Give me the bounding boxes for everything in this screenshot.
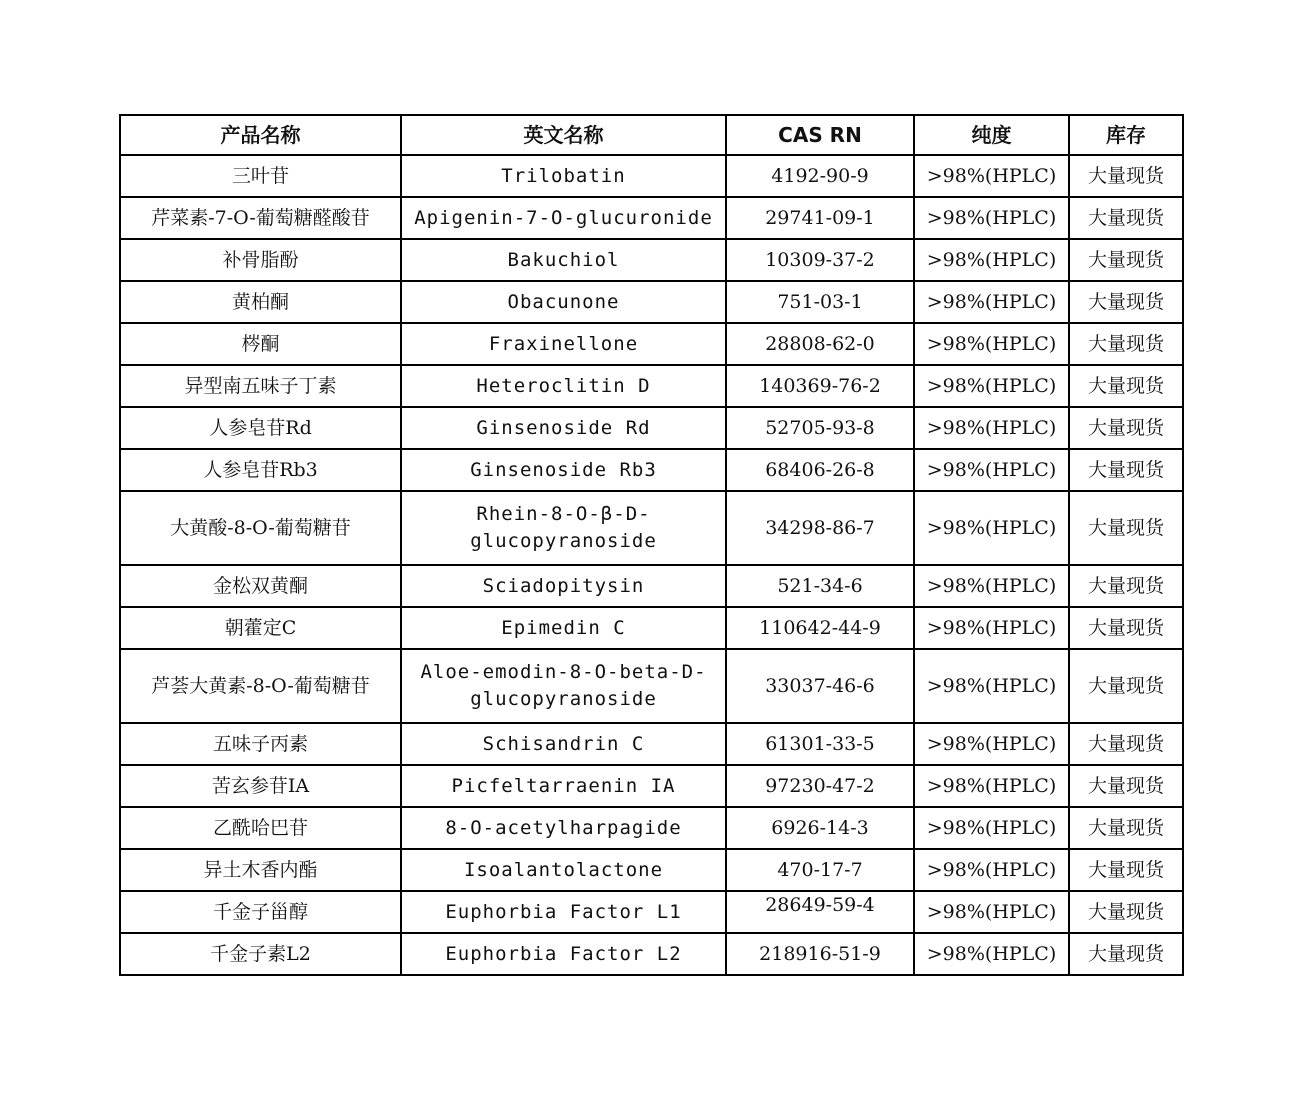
cell-cas: 33037-46-6 (726, 649, 914, 723)
cell-purity: >98%(HPLC) (914, 323, 1069, 365)
cell-purity: >98%(HPLC) (914, 239, 1069, 281)
cell-cn-name: 人参皂苷Rd (120, 407, 401, 449)
cell-cn-name: 三叶苷 (120, 155, 401, 197)
cell-purity: >98%(HPLC) (914, 607, 1069, 649)
cell-purity: >98%(HPLC) (914, 197, 1069, 239)
cell-stock: 大量现货 (1069, 491, 1183, 565)
cell-en-name: Euphorbia Factor L2 (401, 933, 726, 975)
cell-cas: 6926-14-3 (726, 807, 914, 849)
cell-stock: 大量现货 (1069, 765, 1183, 807)
cell-cn-name: 千金子甾醇 (120, 891, 401, 933)
cell-purity: >98%(HPLC) (914, 565, 1069, 607)
table-row (120, 807, 1183, 849)
table-row (120, 765, 1183, 807)
cell-cn-name: 苦玄参苷IA (120, 765, 401, 807)
cell-en-name: Picfeltarraenin IA (401, 765, 726, 807)
cell-cn-name: 芦荟大黄素-8-O-葡萄糖苷 (120, 649, 401, 723)
cell-purity: >98%(HPLC) (914, 281, 1069, 323)
table-row (120, 723, 1183, 765)
cell-stock: 大量现货 (1069, 723, 1183, 765)
cell-cas: 10309-37-2 (726, 239, 914, 281)
cell-cas: 61301-33-5 (726, 723, 914, 765)
cell-cas: 521-34-6 (726, 565, 914, 607)
header-purity: 纯度 (914, 115, 1069, 155)
cell-purity: >98%(HPLC) (914, 765, 1069, 807)
table-header-row (120, 115, 1183, 155)
cell-stock: 大量现货 (1069, 849, 1183, 891)
cell-stock: 大量现货 (1069, 449, 1183, 491)
cell-cas: 140369-76-2 (726, 365, 914, 407)
table-row (120, 197, 1183, 239)
cell-en-name: Ginsenoside Rb3 (401, 449, 726, 491)
cell-purity: >98%(HPLC) (914, 155, 1069, 197)
cell-purity: >98%(HPLC) (914, 365, 1069, 407)
cell-en-name: Euphorbia Factor L1 (401, 891, 726, 933)
cell-cas: 97230-47-2 (726, 765, 914, 807)
cell-en-name: Apigenin-7-O-glucuronide (401, 197, 726, 239)
cell-purity: >98%(HPLC) (914, 807, 1069, 849)
cell-cn-name: 人参皂苷Rb3 (120, 449, 401, 491)
table-row (120, 365, 1183, 407)
cell-en-name: Aloe-emodin-8-O-beta-D-glucopyranoside (401, 649, 726, 723)
cell-cas: 751-03-1 (726, 281, 914, 323)
cell-cas: 218916-51-9 (726, 933, 914, 975)
cell-en-name: Obacunone (401, 281, 726, 323)
product-table (119, 114, 1184, 976)
cell-purity: >98%(HPLC) (914, 849, 1069, 891)
cell-en-name: 8-O-acetylharpagide (401, 807, 726, 849)
cell-purity: >98%(HPLC) (914, 891, 1069, 933)
table-row (120, 491, 1183, 565)
cell-purity: >98%(HPLC) (914, 649, 1069, 723)
cell-cn-name: 补骨脂酚 (120, 239, 401, 281)
cell-stock: 大量现货 (1069, 649, 1183, 723)
cell-cn-name: 乙酰哈巴苷 (120, 807, 401, 849)
cell-cas: 29741-09-1 (726, 197, 914, 239)
cell-stock: 大量现货 (1069, 197, 1183, 239)
table-row (120, 281, 1183, 323)
table-row (120, 323, 1183, 365)
cell-stock: 大量现货 (1069, 407, 1183, 449)
cell-cas: 28808-62-0 (726, 323, 914, 365)
cell-en-name: Ginsenoside Rd (401, 407, 726, 449)
cell-en-name: Bakuchiol (401, 239, 726, 281)
header-cn-name: 产品名称 (120, 115, 401, 155)
cell-cn-name: 异型南五味子丁素 (120, 365, 401, 407)
cell-stock: 大量现货 (1069, 565, 1183, 607)
table-row (120, 649, 1183, 723)
cell-purity: >98%(HPLC) (914, 933, 1069, 975)
cell-purity: >98%(HPLC) (914, 491, 1069, 565)
cell-en-name: Rhein-8-O-β-D-glucopyranoside (401, 491, 726, 565)
table-row (120, 933, 1183, 975)
cell-en-name: Isoalantolactone (401, 849, 726, 891)
cell-en-name: Fraxinellone (401, 323, 726, 365)
cell-cas: 4192-90-9 (726, 155, 914, 197)
table-row (120, 155, 1183, 197)
cell-stock: 大量现货 (1069, 239, 1183, 281)
cell-stock: 大量现货 (1069, 607, 1183, 649)
cell-purity: >98%(HPLC) (914, 407, 1069, 449)
cell-purity: >98%(HPLC) (914, 723, 1069, 765)
cell-en-name: Epimedin C (401, 607, 726, 649)
cell-stock: 大量现货 (1069, 933, 1183, 975)
cell-stock: 大量现货 (1069, 281, 1183, 323)
cell-cn-name: 异土木香内酯 (120, 849, 401, 891)
cell-cas: 34298-86-7 (726, 491, 914, 565)
cell-cas: 52705-93-8 (726, 407, 914, 449)
table-row (120, 407, 1183, 449)
cell-cn-name: 千金子素L2 (120, 933, 401, 975)
table-row (120, 849, 1183, 891)
cell-stock: 大量现货 (1069, 155, 1183, 197)
cell-cn-name: 金松双黄酮 (120, 565, 401, 607)
cell-cn-name: 五味子丙素 (120, 723, 401, 765)
cell-cn-name: 大黄酸-8-O-葡萄糖苷 (120, 491, 401, 565)
cell-en-name: Schisandrin C (401, 723, 726, 765)
cell-cas: 110642-44-9 (726, 607, 914, 649)
header-stock: 库存 (1069, 115, 1183, 155)
cell-stock: 大量现货 (1069, 365, 1183, 407)
table-body (120, 155, 1183, 975)
cell-cn-name: 梣酮 (120, 323, 401, 365)
table-row (120, 449, 1183, 491)
cell-stock: 大量现货 (1069, 323, 1183, 365)
cell-en-name: Trilobatin (401, 155, 726, 197)
table-row (120, 891, 1183, 933)
cell-cn-name: 芹菜素-7-O-葡萄糖醛酸苷 (120, 197, 401, 239)
cell-cas: 68406-26-8 (726, 449, 914, 491)
cell-purity: >98%(HPLC) (914, 449, 1069, 491)
cell-stock: 大量现货 (1069, 807, 1183, 849)
cell-cn-name: 黄柏酮 (120, 281, 401, 323)
table-row (120, 565, 1183, 607)
table-row (120, 607, 1183, 649)
cell-en-name: Sciadopitysin (401, 565, 726, 607)
table-row (120, 239, 1183, 281)
cell-cas: 28649-59-4 (726, 891, 914, 933)
cell-stock: 大量现货 (1069, 891, 1183, 933)
header-cas: CAS RN (726, 115, 914, 155)
header-en-name: 英文名称 (401, 115, 726, 155)
cell-en-name: Heteroclitin D (401, 365, 726, 407)
cell-cas: 470-17-7 (726, 849, 914, 891)
cell-cn-name: 朝藿定C (120, 607, 401, 649)
